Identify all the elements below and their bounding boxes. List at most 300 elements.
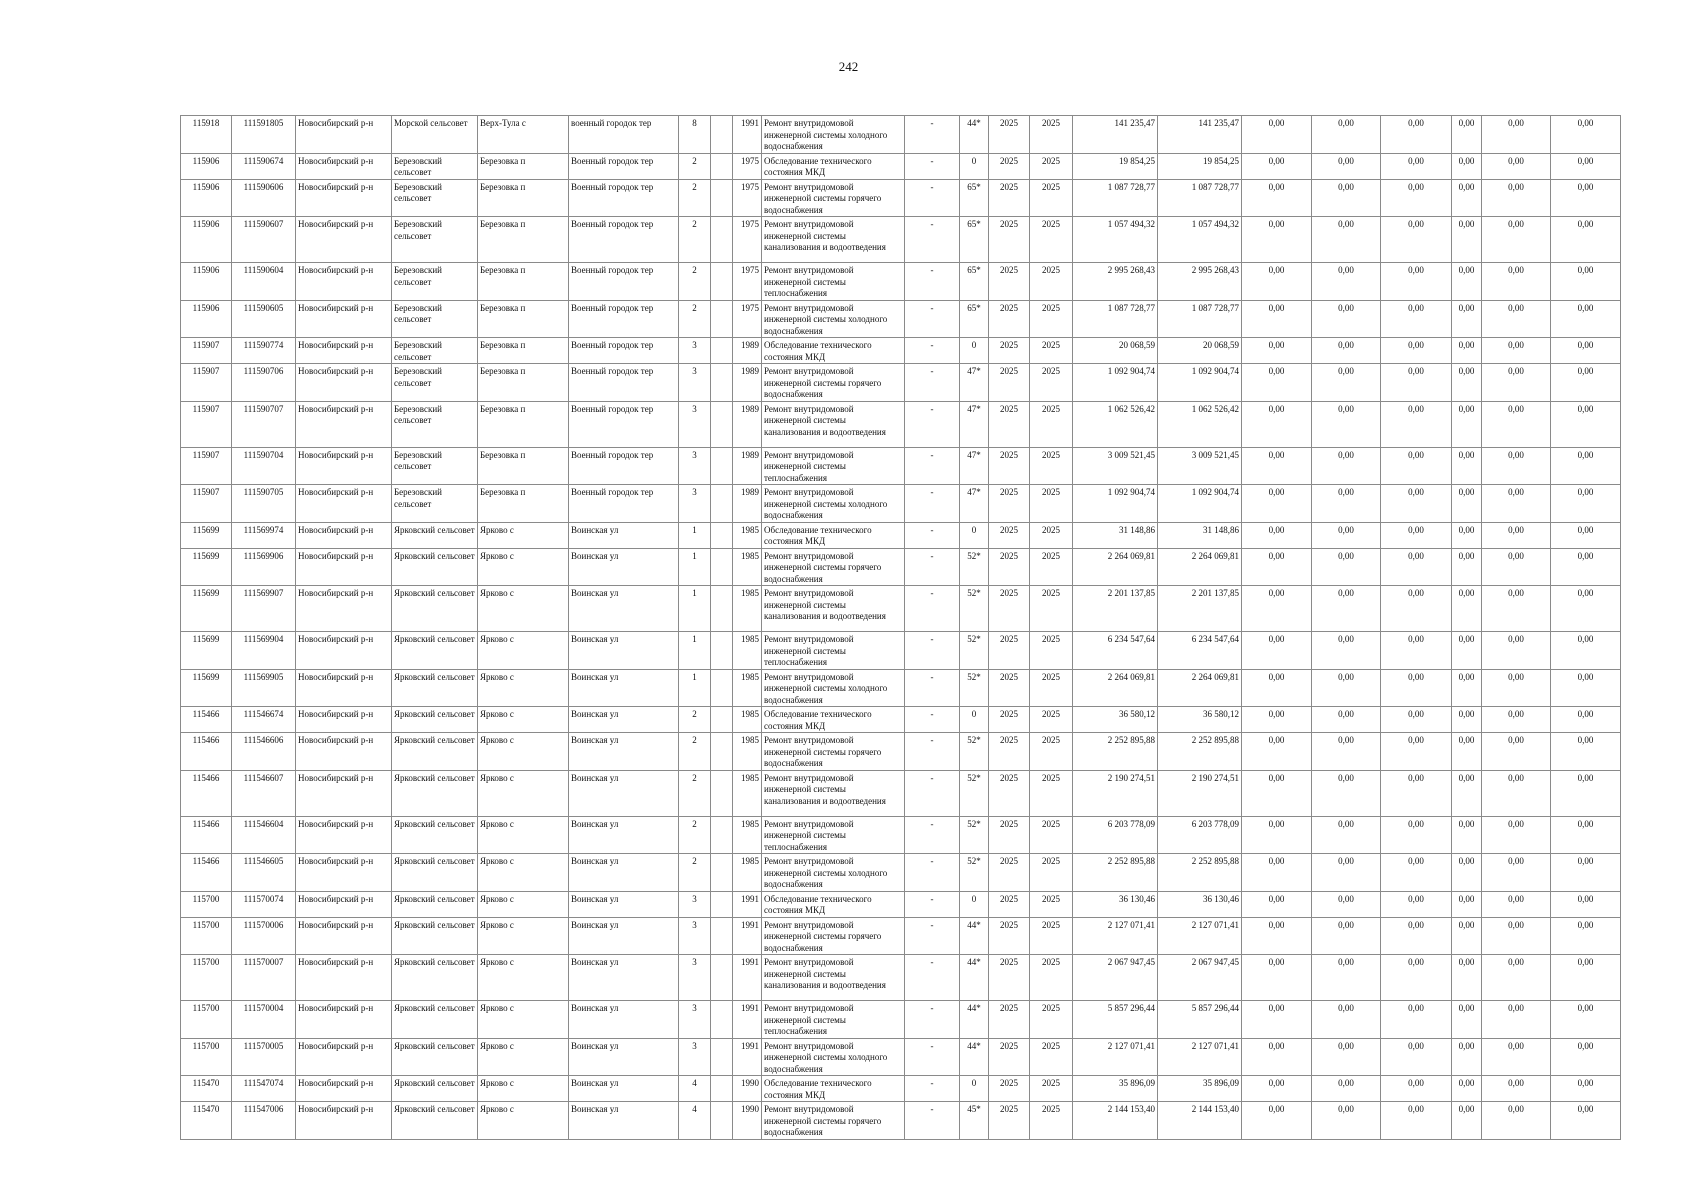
district-cell: Новосибирский р-н [296, 548, 392, 586]
year-start-cell: 2025 [989, 548, 1030, 586]
total-cost-cell: 2 127 071,41 [1073, 1038, 1158, 1076]
district-cell: Новосибирский р-н [296, 733, 392, 771]
dash-cell: - [905, 586, 960, 632]
wear-cell: 45* [960, 1102, 989, 1140]
house-number-cell: 4 [679, 1076, 711, 1102]
dash-cell: - [905, 338, 960, 364]
wear-cell: 44* [960, 1001, 989, 1039]
year-built-cell: 1975 [733, 263, 762, 301]
year-end-cell: 2025 [1030, 401, 1073, 447]
settlement-cell: Морской сельсовет [392, 116, 478, 154]
fund-cost-cell: 2 144 153,40 [1158, 1102, 1242, 1140]
amount-cell: 0,00 [1482, 1038, 1551, 1076]
amount-cell: 0,00 [1482, 669, 1551, 707]
settlement-cell: Ярковский сельсовет [392, 669, 478, 707]
amount-cell: 0,00 [1242, 401, 1312, 447]
amount-cell: 0,00 [1242, 733, 1312, 771]
table-row [181, 217, 1621, 263]
wear-cell: 65* [960, 217, 989, 263]
work-id-cell: 111590605 [232, 300, 296, 338]
street-cell: Воинская ул [569, 891, 679, 917]
amount-cell: 0,00 [1381, 1076, 1452, 1102]
total-cost-cell: 2 067 947,45 [1073, 955, 1158, 1001]
amount-cell: 0,00 [1242, 116, 1312, 154]
street-cell: Воинская ул [569, 548, 679, 586]
work-id-cell: 111570005 [232, 1038, 296, 1076]
work-id-cell: 111590704 [232, 447, 296, 485]
year-start-cell: 2025 [989, 179, 1030, 217]
table-row [181, 338, 1621, 364]
amount-cell: 0,00 [1551, 522, 1621, 548]
total-cost-cell: 141 235,47 [1073, 116, 1158, 154]
district-cell: Новосибирский р-н [296, 116, 392, 154]
house-id-cell: 115700 [181, 1001, 232, 1039]
amount-cell: 0,00 [1312, 955, 1381, 1001]
work-id-cell: 111546674 [232, 707, 296, 733]
building-cell [711, 364, 733, 402]
building-cell [711, 179, 733, 217]
amount-cell: 0,00 [1312, 447, 1381, 485]
house-id-cell: 115907 [181, 364, 232, 402]
year-end-cell: 2025 [1030, 707, 1073, 733]
table-row [181, 917, 1621, 955]
amount-cell: 0,00 [1312, 401, 1381, 447]
house-id-cell: 115700 [181, 955, 232, 1001]
table-row [181, 153, 1621, 179]
district-cell: Новосибирский р-н [296, 1076, 392, 1102]
total-cost-cell: 36 130,46 [1073, 891, 1158, 917]
settlement-cell: Ярковский сельсовет [392, 854, 478, 892]
amount-cell: 0,00 [1551, 1001, 1621, 1039]
work-type-cell: Ремонт внутридомовой инженерной системы теплоснабжения [762, 1001, 905, 1039]
year-start-cell: 2025 [989, 891, 1030, 917]
amount-cell: 0,00 [1242, 1076, 1312, 1102]
street-cell: Воинская ул [569, 632, 679, 670]
locality-cell: Ярково с [478, 1038, 569, 1076]
year-end-cell: 2025 [1030, 955, 1073, 1001]
table-row [181, 586, 1621, 632]
amount-cell: 0,00 [1452, 770, 1482, 816]
street-cell: Воинская ул [569, 522, 679, 548]
amount-cell: 0,00 [1242, 179, 1312, 217]
house-id-cell: 115700 [181, 1038, 232, 1076]
house-id-cell: 115906 [181, 300, 232, 338]
table-row [181, 1038, 1621, 1076]
dash-cell: - [905, 447, 960, 485]
amount-cell: 0,00 [1312, 364, 1381, 402]
year-built-cell: 1975 [733, 153, 762, 179]
building-cell [711, 447, 733, 485]
house-number-cell: 2 [679, 854, 711, 892]
table-row [181, 669, 1621, 707]
work-type-cell: Ремонт внутридомовой инженерной системы горячего водоснабжения [762, 179, 905, 217]
work-id-cell: 111590674 [232, 153, 296, 179]
amount-cell: 0,00 [1452, 116, 1482, 154]
settlement-cell: Березовский сельсовет [392, 485, 478, 523]
fund-cost-cell: 3 009 521,45 [1158, 447, 1242, 485]
street-cell: Военный городок тер [569, 338, 679, 364]
wear-cell: 52* [960, 854, 989, 892]
locality-cell: Ярково с [478, 917, 569, 955]
amount-cell: 0,00 [1381, 733, 1452, 771]
work-type-cell: Ремонт внутридомовой инженерной системы горячего водоснабжения [762, 1102, 905, 1140]
amount-cell: 0,00 [1452, 1001, 1482, 1039]
amount-cell: 0,00 [1482, 917, 1551, 955]
year-start-cell: 2025 [989, 338, 1030, 364]
fund-cost-cell: 1 092 904,74 [1158, 364, 1242, 402]
dash-cell: - [905, 854, 960, 892]
wear-cell: 0 [960, 891, 989, 917]
year-built-cell: 1991 [733, 917, 762, 955]
building-cell [711, 707, 733, 733]
table-row [181, 1102, 1621, 1140]
building-cell [711, 891, 733, 917]
work-type-cell: Ремонт внутридомовой инженерной системы теплоснабжения [762, 632, 905, 670]
district-cell: Новосибирский р-н [296, 522, 392, 548]
total-cost-cell: 2 201 137,85 [1073, 586, 1158, 632]
work-id-cell: 111570006 [232, 917, 296, 955]
amount-cell: 0,00 [1312, 263, 1381, 301]
street-cell: военный городок тер [569, 116, 679, 154]
wear-cell: 52* [960, 548, 989, 586]
wear-cell: 52* [960, 632, 989, 670]
year-end-cell: 2025 [1030, 485, 1073, 523]
amount-cell: 0,00 [1551, 854, 1621, 892]
year-end-cell: 2025 [1030, 816, 1073, 854]
table-row [181, 522, 1621, 548]
year-start-cell: 2025 [989, 153, 1030, 179]
dash-cell: - [905, 153, 960, 179]
amount-cell: 0,00 [1452, 300, 1482, 338]
dash-cell: - [905, 485, 960, 523]
dash-cell: - [905, 669, 960, 707]
year-end-cell: 2025 [1030, 733, 1073, 771]
settlement-cell: Ярковский сельсовет [392, 632, 478, 670]
street-cell: Военный городок тер [569, 153, 679, 179]
settlement-cell: Березовский сельсовет [392, 364, 478, 402]
year-end-cell: 2025 [1030, 1076, 1073, 1102]
amount-cell: 0,00 [1452, 401, 1482, 447]
building-cell [711, 217, 733, 263]
year-end-cell: 2025 [1030, 1102, 1073, 1140]
amount-cell: 0,00 [1242, 707, 1312, 733]
amount-cell: 0,00 [1482, 522, 1551, 548]
work-id-cell: 111590604 [232, 263, 296, 301]
amount-cell: 0,00 [1381, 447, 1452, 485]
house-number-cell: 2 [679, 733, 711, 771]
amount-cell: 0,00 [1381, 586, 1452, 632]
amount-cell: 0,00 [1482, 548, 1551, 586]
amount-cell: 0,00 [1452, 548, 1482, 586]
year-end-cell: 2025 [1030, 586, 1073, 632]
building-cell [711, 733, 733, 771]
house-number-cell: 2 [679, 153, 711, 179]
district-cell: Новосибирский р-н [296, 770, 392, 816]
work-type-cell: Обследование технического состояния МКД [762, 338, 905, 364]
amount-cell: 0,00 [1482, 854, 1551, 892]
amount-cell: 0,00 [1452, 816, 1482, 854]
year-end-cell: 2025 [1030, 854, 1073, 892]
work-type-cell: Ремонт внутридомовой инженерной системы горячего водоснабжения [762, 917, 905, 955]
amount-cell: 0,00 [1242, 338, 1312, 364]
amount-cell: 0,00 [1482, 485, 1551, 523]
amount-cell: 0,00 [1551, 447, 1621, 485]
house-id-cell: 115466 [181, 733, 232, 771]
amount-cell: 0,00 [1551, 586, 1621, 632]
amount-cell: 0,00 [1381, 955, 1452, 1001]
locality-cell: Березовка п [478, 179, 569, 217]
street-cell: Воинская ул [569, 854, 679, 892]
amount-cell: 0,00 [1242, 364, 1312, 402]
page-number: 242 [838, 59, 859, 74]
house-id-cell: 115699 [181, 632, 232, 670]
house-number-cell: 2 [679, 707, 711, 733]
amount-cell: 0,00 [1452, 632, 1482, 670]
locality-cell: Ярково с [478, 632, 569, 670]
year-end-cell: 2025 [1030, 116, 1073, 154]
table-row [181, 179, 1621, 217]
amount-cell: 0,00 [1242, 669, 1312, 707]
fund-cost-cell: 2 252 895,88 [1158, 733, 1242, 771]
amount-cell: 0,00 [1452, 854, 1482, 892]
dash-cell: - [905, 770, 960, 816]
table-row [181, 770, 1621, 816]
locality-cell: Березовка п [478, 217, 569, 263]
street-cell: Военный городок тер [569, 263, 679, 301]
dash-cell: - [905, 364, 960, 402]
wear-cell: 0 [960, 1076, 989, 1102]
work-type-cell: Обследование технического состояния МКД [762, 707, 905, 733]
amount-cell: 0,00 [1312, 300, 1381, 338]
amount-cell: 0,00 [1551, 300, 1621, 338]
amount-cell: 0,00 [1381, 300, 1452, 338]
amount-cell: 0,00 [1242, 1102, 1312, 1140]
amount-cell: 0,00 [1452, 586, 1482, 632]
house-id-cell: 115470 [181, 1076, 232, 1102]
building-cell [711, 1001, 733, 1039]
year-built-cell: 1991 [733, 116, 762, 154]
building-cell [711, 300, 733, 338]
fund-cost-cell: 5 857 296,44 [1158, 1001, 1242, 1039]
year-start-cell: 2025 [989, 669, 1030, 707]
building-cell [711, 854, 733, 892]
house-number-cell: 3 [679, 917, 711, 955]
amount-cell: 0,00 [1312, 1076, 1381, 1102]
amount-cell: 0,00 [1381, 485, 1452, 523]
wear-cell: 0 [960, 153, 989, 179]
district-cell: Новосибирский р-н [296, 179, 392, 217]
year-built-cell: 1985 [733, 854, 762, 892]
amount-cell: 0,00 [1551, 485, 1621, 523]
house-number-cell: 1 [679, 632, 711, 670]
total-cost-cell: 2 144 153,40 [1073, 1102, 1158, 1140]
year-end-cell: 2025 [1030, 179, 1073, 217]
wear-cell: 47* [960, 485, 989, 523]
amount-cell: 0,00 [1381, 153, 1452, 179]
table-row [181, 1001, 1621, 1039]
house-id-cell: 115466 [181, 816, 232, 854]
year-end-cell: 2025 [1030, 263, 1073, 301]
year-built-cell: 1985 [733, 522, 762, 548]
district-cell: Новосибирский р-н [296, 300, 392, 338]
amount-cell: 0,00 [1452, 955, 1482, 1001]
total-cost-cell: 1 087 728,77 [1073, 300, 1158, 338]
amount-cell: 0,00 [1242, 153, 1312, 179]
year-built-cell: 1975 [733, 217, 762, 263]
amount-cell: 0,00 [1381, 116, 1452, 154]
street-cell: Военный городок тер [569, 179, 679, 217]
wear-cell: 44* [960, 116, 989, 154]
year-end-cell: 2025 [1030, 770, 1073, 816]
year-end-cell: 2025 [1030, 338, 1073, 364]
amount-cell: 0,00 [1381, 669, 1452, 707]
amount-cell: 0,00 [1452, 338, 1482, 364]
year-end-cell: 2025 [1030, 153, 1073, 179]
table-row [181, 447, 1621, 485]
fund-cost-cell: 1 087 728,77 [1158, 179, 1242, 217]
amount-cell: 0,00 [1242, 816, 1312, 854]
amount-cell: 0,00 [1381, 1001, 1452, 1039]
amount-cell: 0,00 [1242, 522, 1312, 548]
table-row [181, 263, 1621, 301]
work-type-cell: Ремонт внутридомовой инженерной системы канализования и водоотведения [762, 217, 905, 263]
work-type-cell: Обследование технического состояния МКД [762, 1076, 905, 1102]
year-end-cell: 2025 [1030, 522, 1073, 548]
work-id-cell: 111590774 [232, 338, 296, 364]
locality-cell: Ярково с [478, 548, 569, 586]
locality-cell: Ярково с [478, 891, 569, 917]
settlement-cell: Ярковский сельсовет [392, 548, 478, 586]
total-cost-cell: 6 234 547,64 [1073, 632, 1158, 670]
year-end-cell: 2025 [1030, 917, 1073, 955]
year-built-cell: 1991 [733, 955, 762, 1001]
amount-cell: 0,00 [1242, 854, 1312, 892]
house-id-cell: 115699 [181, 586, 232, 632]
amount-cell: 0,00 [1381, 364, 1452, 402]
fund-cost-cell: 141 235,47 [1158, 116, 1242, 154]
street-cell: Военный городок тер [569, 300, 679, 338]
work-id-cell: 111569974 [232, 522, 296, 548]
district-cell: Новосибирский р-н [296, 1001, 392, 1039]
amount-cell: 0,00 [1312, 485, 1381, 523]
amount-cell: 0,00 [1312, 153, 1381, 179]
house-number-cell: 2 [679, 179, 711, 217]
settlement-cell: Березовский сельсовет [392, 338, 478, 364]
amount-cell: 0,00 [1482, 263, 1551, 301]
table-row [181, 854, 1621, 892]
building-cell [711, 917, 733, 955]
house-number-cell: 3 [679, 364, 711, 402]
dash-cell: - [905, 522, 960, 548]
amount-cell: 0,00 [1381, 263, 1452, 301]
street-cell: Военный городок тер [569, 217, 679, 263]
house-number-cell: 2 [679, 816, 711, 854]
building-cell [711, 1102, 733, 1140]
amount-cell: 0,00 [1242, 891, 1312, 917]
work-type-cell: Ремонт внутридомовой инженерной системы канализования и водоотведения [762, 955, 905, 1001]
amount-cell: 0,00 [1482, 447, 1551, 485]
year-end-cell: 2025 [1030, 447, 1073, 485]
street-cell: Воинская ул [569, 770, 679, 816]
amount-cell: 0,00 [1551, 891, 1621, 917]
settlement-cell: Ярковский сельсовет [392, 586, 478, 632]
house-id-cell: 115699 [181, 522, 232, 548]
amount-cell: 0,00 [1312, 891, 1381, 917]
district-cell: Новосибирский р-н [296, 816, 392, 854]
dash-cell: - [905, 300, 960, 338]
work-type-cell: Ремонт внутридомовой инженерной системы теплоснабжения [762, 447, 905, 485]
locality-cell: Ярково с [478, 854, 569, 892]
house-number-cell: 1 [679, 522, 711, 548]
table-row [181, 364, 1621, 402]
total-cost-cell: 1 092 904,74 [1073, 364, 1158, 402]
year-start-cell: 2025 [989, 401, 1030, 447]
work-type-cell: Обследование технического состояния МКД [762, 522, 905, 548]
fund-cost-cell: 1 087 728,77 [1158, 300, 1242, 338]
street-cell: Воинская ул [569, 1001, 679, 1039]
amount-cell: 0,00 [1452, 1076, 1482, 1102]
fund-cost-cell: 1 057 494,32 [1158, 217, 1242, 263]
work-type-cell: Ремонт внутридомовой инженерной системы холодного водоснабжения [762, 485, 905, 523]
year-built-cell: 1990 [733, 1102, 762, 1140]
amount-cell: 0,00 [1312, 586, 1381, 632]
year-built-cell: 1989 [733, 401, 762, 447]
house-number-cell: 3 [679, 447, 711, 485]
house-id-cell: 115907 [181, 401, 232, 447]
locality-cell: Ярково с [478, 770, 569, 816]
street-cell: Воинская ул [569, 955, 679, 1001]
district-cell: Новосибирский р-н [296, 707, 392, 733]
work-type-cell: Ремонт внутридомовой инженерной системы канализования и водоотведения [762, 770, 905, 816]
year-built-cell: 1991 [733, 1001, 762, 1039]
total-cost-cell: 1 062 526,42 [1073, 401, 1158, 447]
amount-cell: 0,00 [1482, 707, 1551, 733]
locality-cell: Ярково с [478, 733, 569, 771]
house-id-cell: 115906 [181, 153, 232, 179]
year-end-cell: 2025 [1030, 1001, 1073, 1039]
amount-cell: 0,00 [1312, 632, 1381, 670]
amount-cell: 0,00 [1551, 770, 1621, 816]
amount-cell: 0,00 [1551, 955, 1621, 1001]
amount-cell: 0,00 [1551, 179, 1621, 217]
table-row [181, 891, 1621, 917]
total-cost-cell: 20 068,59 [1073, 338, 1158, 364]
building-cell [711, 1076, 733, 1102]
settlement-cell: Березовский сельсовет [392, 300, 478, 338]
amount-cell: 0,00 [1551, 632, 1621, 670]
dash-cell: - [905, 632, 960, 670]
locality-cell: Ярково с [478, 669, 569, 707]
settlement-cell: Березовский сельсовет [392, 401, 478, 447]
year-start-cell: 2025 [989, 447, 1030, 485]
amount-cell: 0,00 [1242, 632, 1312, 670]
settlement-cell: Ярковский сельсовет [392, 816, 478, 854]
district-cell: Новосибирский р-н [296, 217, 392, 263]
year-start-cell: 2025 [989, 1076, 1030, 1102]
year-start-cell: 2025 [989, 854, 1030, 892]
amount-cell: 0,00 [1551, 217, 1621, 263]
district-cell: Новосибирский р-н [296, 485, 392, 523]
wear-cell: 0 [960, 522, 989, 548]
fund-cost-cell: 20 068,59 [1158, 338, 1242, 364]
year-start-cell: 2025 [989, 217, 1030, 263]
settlement-cell: Ярковский сельсовет [392, 1102, 478, 1140]
amount-cell: 0,00 [1381, 816, 1452, 854]
work-id-cell: 111569907 [232, 586, 296, 632]
amount-cell: 0,00 [1452, 179, 1482, 217]
locality-cell: Березовка п [478, 300, 569, 338]
amount-cell: 0,00 [1482, 217, 1551, 263]
